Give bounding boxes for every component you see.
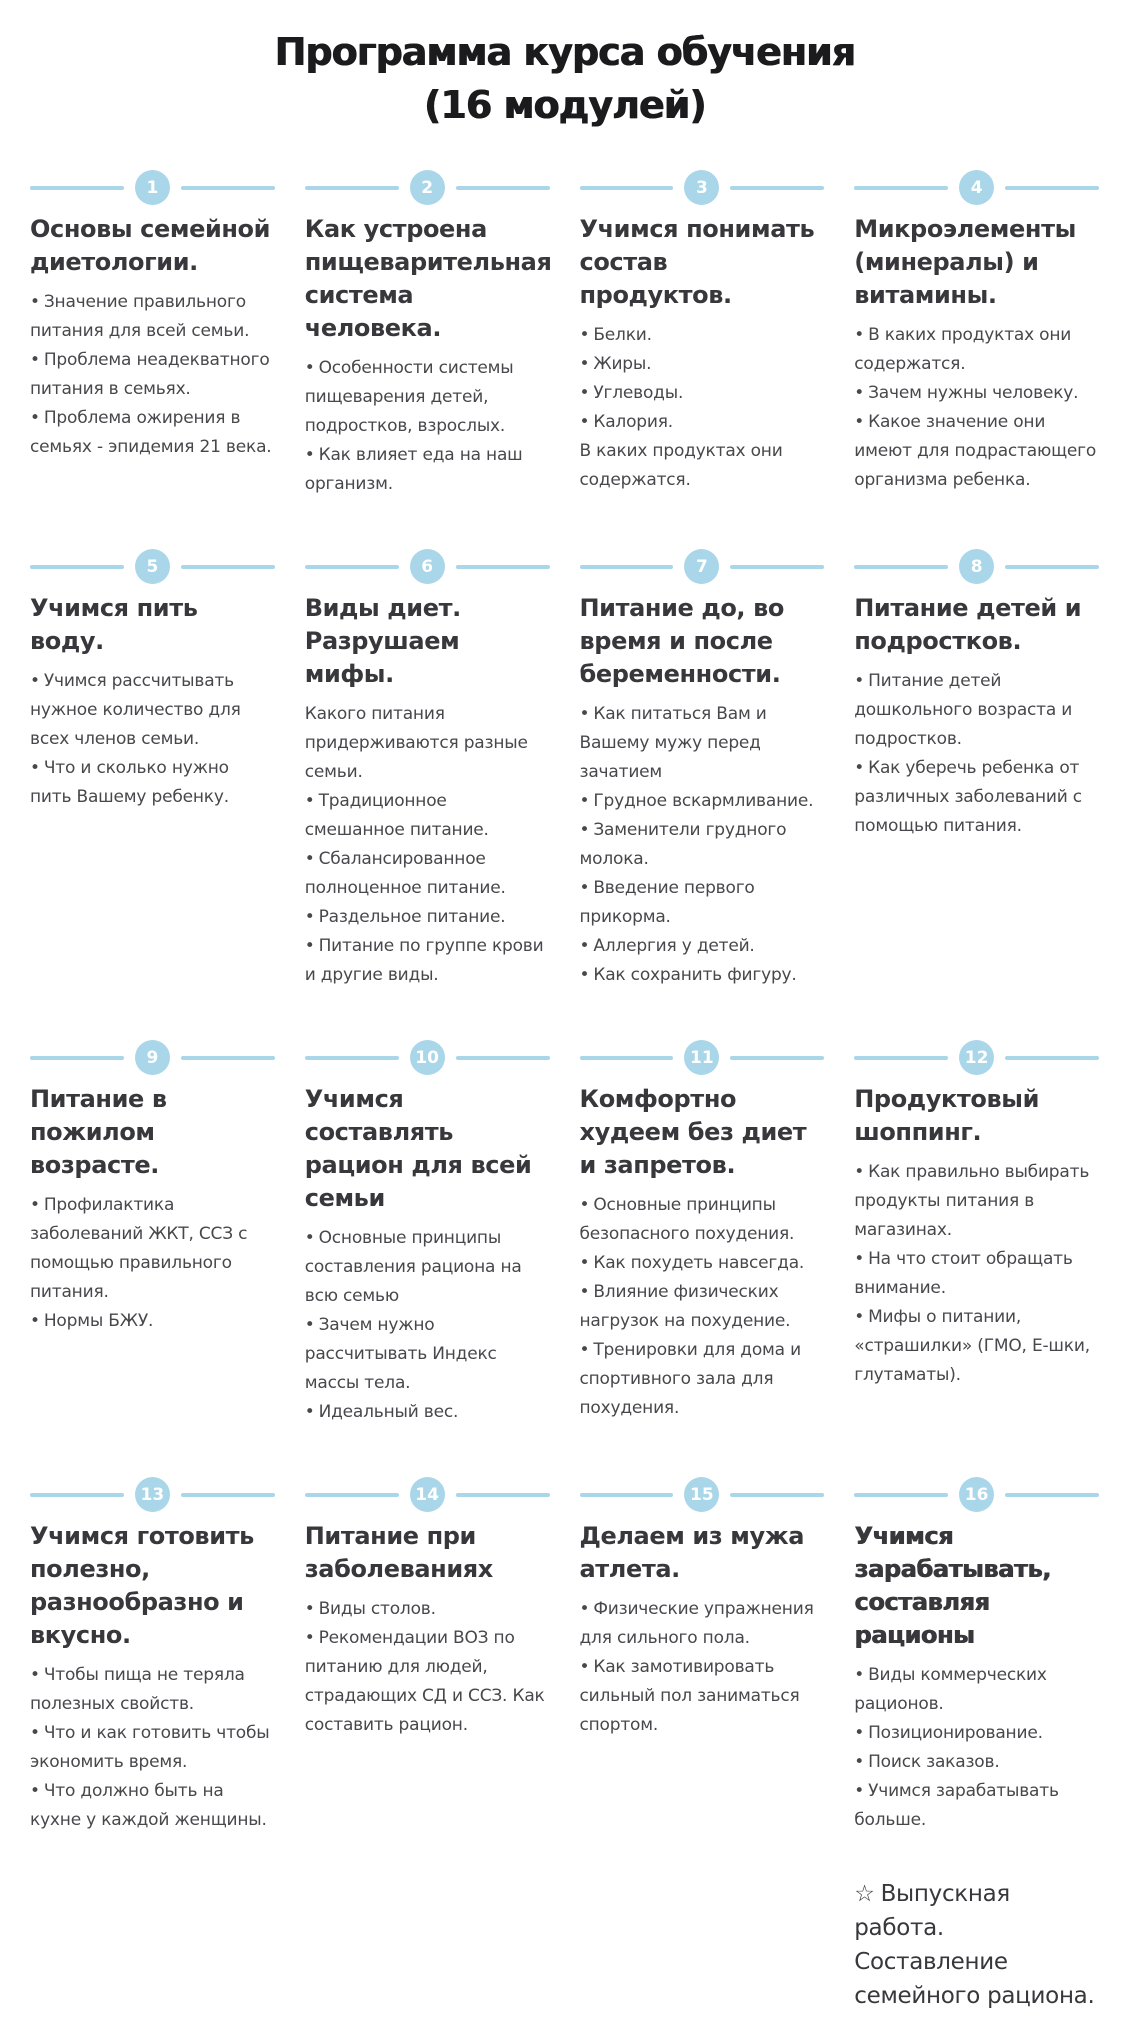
bullet-icon: • (854, 1781, 865, 1801)
bullet-icon: • (579, 412, 590, 432)
modules-grid (0, 132, 1129, 2033)
topic-item: • Зачем нужно рассчитывать Индекс массы тела. (304, 1315, 497, 1393)
topic-item: • Как замотивировать сильный пол заниматься спортом. (579, 1657, 800, 1735)
topic-item: • Какое значение они имеют для подрастающего организма ребенка. (854, 412, 1097, 490)
module-title: Учимся зарабатывать, составляя рационы (854, 1522, 1051, 1649)
topic-item: • Учимся рассчитывать нужное количество для всех членов семьи. (30, 671, 241, 749)
module-number: 8 (970, 556, 983, 577)
module-topics (305, 1595, 550, 1740)
topic-item: • Проблема ожирения в семьях - эпидемия 21 века. (30, 408, 272, 457)
topic-item: • Поиск заказов. (854, 1752, 1000, 1772)
topic-item: • Влияние физических нагрузок на похудение. (579, 1282, 791, 1331)
bullet-icon: • (30, 1723, 40, 1743)
module-number-badge (410, 170, 445, 205)
badge-line-right (181, 186, 275, 190)
module-badge (30, 170, 275, 205)
topic-item: • Виды столов. (304, 1599, 436, 1619)
badge-line-right (456, 1056, 550, 1060)
module-topics (305, 700, 550, 990)
module-card (580, 170, 825, 495)
bullet-icon: • (579, 791, 590, 811)
topic-item: • Тренировки для дома и спортивного зала для похудения. (579, 1340, 801, 1418)
bullet-icon: • (854, 1723, 865, 1743)
module-number: 4 (970, 177, 983, 198)
topic-item: • Основные принципы составления рациона на всю семью (304, 1228, 522, 1306)
badge-line-left (580, 565, 674, 569)
topic-item: • Жиры. (579, 354, 652, 374)
module-title: Микроэлементы (минералы) и витамины. (854, 215, 1076, 309)
badge-line-right (1005, 186, 1099, 190)
badge-line-right (456, 1493, 550, 1497)
topic-item: • Питание по группе крови и другие виды. (304, 936, 544, 985)
topic-item: • Мифы о питании, «страшилки» (ГМО, Е-шки, глутаматы). (854, 1307, 1090, 1385)
module-card (305, 170, 550, 499)
module-number-badge (959, 549, 994, 584)
bullet-icon: • (30, 671, 40, 691)
bullet-icon: • (304, 1315, 315, 1335)
module-topics (580, 1191, 825, 1423)
bullet-icon: • (854, 671, 865, 691)
module-topics (854, 1661, 1099, 1835)
module-title: Учимся понимать состав продуктов. (579, 215, 815, 309)
topic-item: • Профилактика заболеваний ЖКТ, ССЗ с помощью правильного питания. (30, 1195, 248, 1302)
module-topics (30, 667, 275, 812)
topic-item: • Значение правильного питания для всей семьи. (30, 292, 250, 341)
bullet-icon: • (304, 1628, 315, 1648)
module-card (30, 1040, 275, 1336)
module-number: 13 (140, 1484, 165, 1505)
module-badge (30, 1477, 275, 1512)
module-number: 10 (415, 1047, 439, 1068)
module-number-badge (135, 1040, 170, 1075)
bullet-icon: • (854, 383, 865, 403)
bullet-icon: • (304, 936, 315, 956)
module-badge (580, 1040, 825, 1075)
topic-item: • Проблема неадекватного питания в семьях. (30, 350, 270, 399)
module-topics (305, 1224, 550, 1427)
module-card (305, 1477, 550, 1740)
module-topics (854, 1158, 1099, 1390)
module-card (854, 1477, 1099, 2013)
module-number: 16 (964, 1484, 989, 1505)
badge-line-left (30, 565, 124, 569)
badge-line-left (30, 1056, 124, 1060)
bullet-icon: • (304, 1599, 315, 1619)
module-badge (854, 1477, 1099, 1512)
module-number: 5 (146, 556, 159, 577)
bullet-icon: • (854, 412, 865, 432)
topic-item: • Что должно быть на кухне у каждой женщины. (30, 1781, 267, 1830)
module-topics (580, 1595, 825, 1740)
module-title: Питание детей и подростков. (854, 594, 1082, 655)
module-card (30, 549, 275, 812)
badge-line-right (181, 1056, 275, 1060)
bullet-icon: • (854, 1249, 865, 1269)
bullet-icon: • (304, 1228, 315, 1248)
final-project-text: Выпускная работа. Составление семейного рациона. (854, 1881, 1095, 2009)
module-number-badge (135, 549, 170, 584)
badge-line-left (854, 1056, 948, 1060)
module-badge (854, 549, 1099, 584)
badge-line-left (854, 1493, 948, 1497)
bullet-icon: • (854, 758, 865, 778)
star-icon: ☆ (854, 1881, 875, 1907)
badge-line-right (730, 1493, 824, 1497)
module-topics (30, 288, 275, 462)
badge-line-right (1005, 1493, 1099, 1497)
module-number-badge (959, 1040, 994, 1075)
bullet-icon: • (304, 1402, 315, 1422)
bullet-icon: • (579, 1657, 590, 1677)
topic-item: • Что и сколько нужно пить Вашему ребенку. (30, 758, 229, 807)
module-number: 2 (421, 177, 434, 198)
topic-item: • Позиционирование. (854, 1723, 1043, 1743)
bullet-icon: • (579, 965, 590, 985)
module-title: Продуктовый шоппинг. (854, 1085, 1040, 1146)
module-number: 14 (415, 1484, 439, 1505)
topic-item: • Как питаться Вам и Вашему мужу перед зачатием (579, 704, 767, 782)
final-project-note (854, 1877, 1099, 2013)
topic-item: • Нормы БЖУ. (30, 1311, 154, 1331)
topic-item: • Раздельное питание. (304, 907, 506, 927)
module-number: 6 (421, 556, 434, 577)
topic-item: • Как сохранить фигуру. (579, 965, 797, 985)
badge-line-right (730, 186, 824, 190)
module-title: Учимся пить воду. (30, 594, 198, 655)
module-topics (30, 1661, 275, 1835)
module-card (854, 549, 1099, 841)
module-number: 11 (690, 1047, 714, 1068)
bullet-icon: • (579, 704, 590, 724)
module-number: 7 (695, 556, 708, 577)
topic-item: • Зачем нужны человеку. (854, 383, 1079, 403)
badge-line-left (305, 1493, 399, 1497)
module-badge (30, 1040, 275, 1075)
bullet-icon: • (304, 849, 315, 869)
module-topics (30, 1191, 275, 1336)
bullet-icon: • (30, 1311, 40, 1331)
topic-item: В каких продуктах они содержатся. (579, 441, 783, 490)
module-number-badge (684, 549, 719, 584)
module-card (30, 170, 275, 462)
topic-item: • Основные принципы безопасного похудения. (579, 1195, 795, 1244)
page-title-line-1: Программа курса обучения (274, 30, 855, 74)
module-number-badge (135, 170, 170, 205)
topic-item: • Традиционное смешанное питание. (304, 791, 489, 840)
module-number: 1 (146, 177, 159, 198)
topic-item: • Аллергия у детей. (579, 936, 755, 956)
topic-item: • Углеводы. (579, 383, 684, 403)
bullet-icon: • (854, 1162, 865, 1182)
badge-line-left (854, 186, 948, 190)
module-card (305, 549, 550, 990)
bullet-icon: • (579, 354, 590, 374)
topic-item: • Сбалансированное полноценное питание. (304, 849, 506, 898)
module-title: Учимся составлять рацион для всей семьи (304, 1085, 532, 1212)
module-badge (305, 1477, 550, 1512)
module-badge (305, 170, 550, 205)
topic-item: • Питание детей дошкольного возраста и подростков. (854, 671, 1073, 749)
bullet-icon: • (30, 1781, 40, 1801)
module-title: Питание в пожилом возрасте. (30, 1085, 167, 1179)
module-title: Как устроена пищеварительная система человека. (304, 215, 552, 342)
topic-item: • Белки. (579, 325, 652, 345)
topic-item: • Что и как готовить чтобы экономить время. (30, 1723, 270, 1772)
badge-line-right (456, 565, 550, 569)
topic-item: • Чтобы пища не теряла полезных свойств. (30, 1665, 245, 1714)
module-title: Основы семейной диетологии. (30, 215, 271, 276)
bullet-icon: • (30, 408, 40, 428)
bullet-icon: • (579, 383, 590, 403)
bullet-icon: • (304, 907, 315, 927)
module-topics (854, 321, 1099, 495)
bullet-icon: • (30, 1665, 40, 1685)
bullet-icon: • (579, 1253, 590, 1273)
module-badge (580, 1477, 825, 1512)
topic-item: • Рекомендации ВОЗ по питанию для людей, страдающих СД и ССЗ. Как составить рацион. (304, 1628, 545, 1735)
badge-line-left (580, 1056, 674, 1060)
badge-line-right (730, 1056, 824, 1060)
bullet-icon: • (579, 1195, 590, 1215)
bullet-icon: • (579, 1282, 590, 1302)
topic-item: • Как похудеть навсегда. (579, 1253, 805, 1273)
module-number-badge (135, 1477, 170, 1512)
module-badge (305, 549, 550, 584)
topic-item: • В каких продуктах они содержатся. (854, 325, 1072, 374)
badge-line-right (730, 565, 824, 569)
bullet-icon: • (30, 758, 40, 778)
module-number-badge (410, 1477, 445, 1512)
bullet-icon: • (854, 1307, 865, 1327)
bullet-icon: • (304, 358, 315, 378)
badge-line-left (580, 1493, 674, 1497)
bullet-icon: • (30, 350, 40, 370)
topic-item: Какого питания придерживаются разные семьи. (304, 704, 528, 782)
topic-item: • Введение первого прикорма. (579, 878, 755, 927)
module-number-badge (410, 549, 445, 584)
module-badge (305, 1040, 550, 1075)
badge-line-right (1005, 565, 1099, 569)
module-number: 3 (695, 177, 708, 198)
bullet-icon: • (304, 445, 315, 465)
module-card (854, 170, 1099, 495)
topic-item: • Учимся зарабатывать больше. (854, 1781, 1059, 1830)
module-badge (854, 170, 1099, 205)
module-number-badge (959, 170, 994, 205)
module-title: Делаем из мужа атлета. (579, 1522, 805, 1583)
module-number: 15 (690, 1484, 714, 1505)
topic-item: • Как влияет еда на наш организм. (304, 445, 523, 494)
badge-line-right (456, 186, 550, 190)
bullet-icon: • (30, 1195, 40, 1215)
topic-item: • На что стоит обращать внимание. (854, 1249, 1073, 1298)
module-card (854, 1040, 1099, 1390)
page-header (0, 0, 1129, 132)
badge-line-right (1005, 1056, 1099, 1060)
module-topics (854, 667, 1099, 841)
topic-item: • Грудное вскармливание. (579, 791, 814, 811)
module-number-badge (684, 1040, 719, 1075)
badge-line-left (305, 186, 399, 190)
module-number-badge (959, 1477, 994, 1512)
topic-item: • Идеальный вес. (304, 1402, 459, 1422)
topic-item: • Особенности системы пищеварения детей, подростков, взрослых. (304, 358, 514, 436)
module-card (580, 1477, 825, 1740)
module-number-badge (410, 1040, 445, 1075)
module-number: 9 (146, 1047, 159, 1068)
badge-line-left (580, 186, 674, 190)
topic-item: • Калория. (579, 412, 673, 432)
bullet-icon: • (854, 1752, 865, 1772)
bullet-icon: • (854, 325, 865, 345)
topic-item: • Физические упражнения для сильного пола. (579, 1599, 814, 1648)
module-title: Комфортно худеем без диет и запретов. (579, 1085, 807, 1179)
topic-item: • Как уберечь ребенка от различных заболеваний с помощью питания. (854, 758, 1082, 836)
module-topics (580, 700, 825, 990)
module-card (30, 1477, 275, 1835)
topic-item: • Как правильно выбирать продукты питания в магазинах. (854, 1162, 1090, 1240)
bullet-icon: • (579, 820, 590, 840)
badge-line-left (30, 1493, 124, 1497)
badge-line-right (181, 565, 275, 569)
module-card (580, 549, 825, 990)
topic-item: • Виды коммерческих рационов. (854, 1665, 1047, 1714)
module-badge (854, 1040, 1099, 1075)
module-title: Питание до, во время и после беременности. (579, 594, 784, 688)
page-title-line-2: (16 модулей) (423, 83, 706, 127)
module-badge (580, 549, 825, 584)
module-number: 12 (964, 1047, 989, 1068)
module-number-badge (684, 170, 719, 205)
bullet-icon: • (579, 936, 590, 956)
module-topics (580, 321, 825, 495)
module-title: Виды диет. Разрушаем мифы. (304, 594, 461, 688)
badge-line-left (305, 1056, 399, 1060)
module-topics (305, 354, 550, 499)
bullet-icon: • (854, 1665, 865, 1685)
badge-line-left (305, 565, 399, 569)
module-badge (580, 170, 825, 205)
badge-line-right (181, 1493, 275, 1497)
bullet-icon: • (579, 325, 590, 345)
bullet-icon: • (579, 1340, 590, 1360)
module-title: Учимся готовить полезно, разнообразно и вкусно. (30, 1522, 254, 1649)
badge-line-left (854, 565, 948, 569)
bullet-icon: • (579, 1599, 590, 1619)
module-card (305, 1040, 550, 1427)
module-badge (30, 549, 275, 584)
bullet-icon: • (304, 791, 315, 811)
topic-item: • Заменители грудного молока. (579, 820, 787, 869)
module-number-badge (684, 1477, 719, 1512)
bullet-icon: • (30, 292, 40, 312)
module-title: Питание при заболеваниях (304, 1522, 493, 1583)
badge-line-left (30, 186, 124, 190)
bullet-icon: • (579, 878, 590, 898)
module-card (580, 1040, 825, 1423)
